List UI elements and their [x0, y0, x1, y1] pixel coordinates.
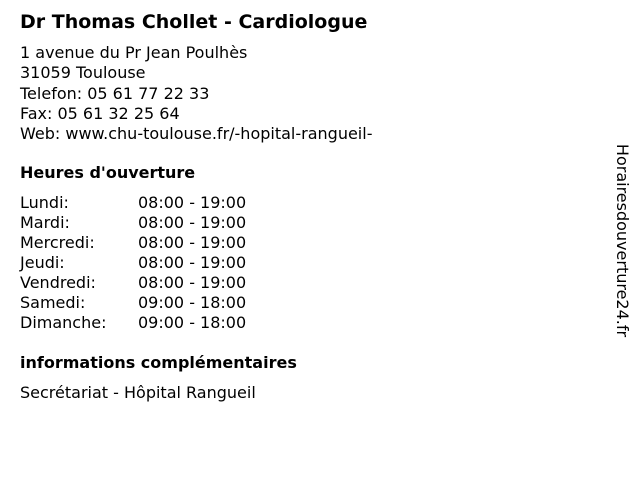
day-label: Mardi: [20, 213, 70, 232]
day-label: Vendredi: [20, 273, 96, 292]
site-watermark [612, 134, 634, 346]
day-label: Lundi: [20, 193, 69, 212]
opening-hours-heading: Heures d'ouverture [20, 163, 196, 182]
time-range: 08:00 - 19:00 [138, 273, 247, 292]
day-label: Mercredi: [20, 233, 95, 252]
time-range: 08:00 - 19:00 [138, 253, 247, 272]
time-range: 08:00 - 19:00 [138, 213, 247, 232]
page-title: Dr Thomas Chollet - Cardiologue [20, 11, 368, 33]
time-range: 08:00 - 19:00 [138, 193, 247, 212]
day-label: Jeudi: [20, 253, 65, 272]
day-label: Dimanche: [20, 313, 107, 332]
additional-info-text: Secrétariat - Hôpital Rangueil [20, 383, 256, 402]
day-label: Samedi: [20, 293, 86, 312]
fax-number: Fax: 05 61 32 25 64 [20, 103, 180, 123]
street-address: 1 avenue du Pr Jean Poulhès [20, 43, 248, 62]
website: Web: www.chu-toulouse.fr/-hopital-rangueil- [20, 124, 373, 144]
phone-number: Telefon: 05 61 77 22 33 [20, 83, 210, 103]
time-range: 08:00 - 19:00 [138, 233, 247, 252]
time-range: 09:00 - 18:00 [138, 313, 247, 332]
city: 31059 Toulouse [20, 63, 146, 83]
contact-block [20, 43, 372, 144]
watermark-text: Horairesdouverture24.fr [613, 143, 633, 337]
time-range: 09:00 - 18:00 [138, 293, 247, 312]
additional-info-heading: informations complémentaires [20, 353, 297, 372]
